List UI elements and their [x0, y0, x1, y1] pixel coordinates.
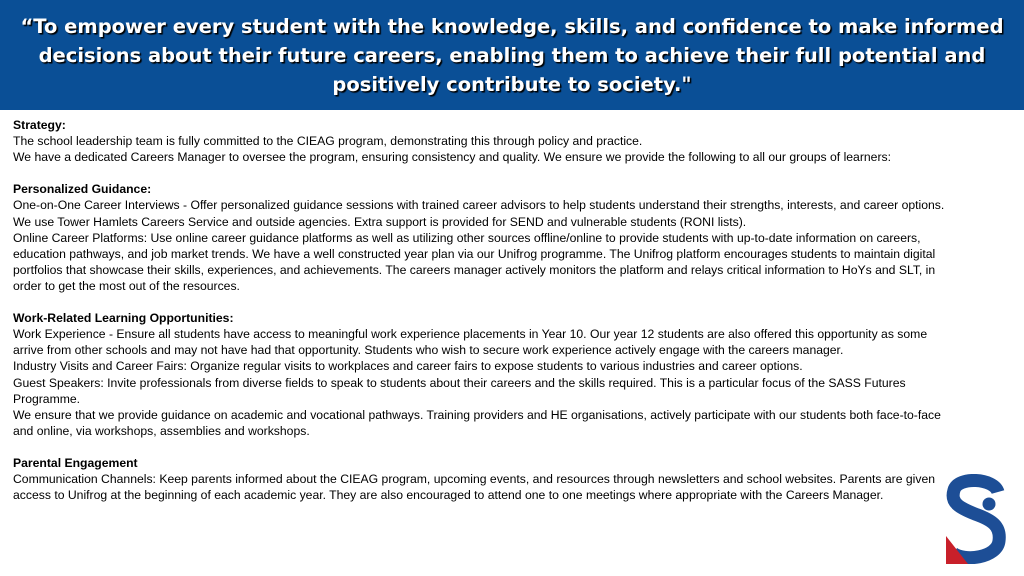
parental-paragraph: Communication Channels: Keep parents informed about the CIEAG program, upcoming events, and resources through newsletters and school websites. Parents are given access to Unifrog at the beginning of each academic year. They are also encouraged to attend one to one meetings where appropriate with the Careers Manager.	[13, 472, 936, 503]
guidance-section	[13, 181, 948, 294]
logo-dot	[983, 498, 996, 511]
guidance-paragraph: One-on-One Career Interviews - Offer personalized guidance sessions with trained career advisors to help students understand their strengths, interests, and career options. We use Tower Hamlets Careers Service and outside agencies. Extra support is provided for SEND and vulnerable students (RONI lists).	[13, 198, 945, 229]
strategy-section	[13, 117, 948, 165]
school-logo	[944, 474, 1006, 564]
strategy-paragraph: We have a dedicated Careers Manager to oversee the program, ensuring consistency and quality. We ensure we provide the following to all our groups of learners:	[13, 150, 891, 165]
page-title: “To empower every student with the knowledge, skills, and confidence to make informed decisions about their future careers, enabling them to achieve their full potential and positively contribute to society."	[20, 15, 1004, 96]
parental-heading: Parental Engagement	[13, 455, 138, 470]
strategy-heading: Strategy:	[13, 118, 66, 132]
work-learning-section	[13, 310, 948, 439]
work-learning-heading: Work-Related Learning Opportunities:	[13, 311, 234, 326]
work-learning-paragraph: Work Experience - Ensure all students have access to meaningful work experience placements in Year 10. Our year 12 students are also offered this opportunity as some arrive from other schools and may not have had that opportunity. Students who wish to secure work experience actively engage with the careers manager.	[13, 327, 928, 358]
work-learning-paragraph: Industry Visits and Career Fairs: Organize regular visits to workplaces and career fairs to expose students to various industries and career options.	[13, 359, 803, 374]
strategy-paragraph: The school leadership team is fully committed to the CIEAG program, demonstrating this through policy and practice.	[13, 134, 643, 149]
parental-section	[13, 455, 948, 503]
guidance-paragraph: Online Career Platforms: Use online career guidance platforms as well as utilizing other sources offline/online to provide students with up-to-date information on careers, education pathways, and job market trends. We have a well constructed year plan via our Unifrog programme. The Unifrog platform encourages students to maintain digital portfolios that showcase their skills, experiences, and achievements. The careers manager actively monitors the platform and relays critical information to HoYs and SLT, in order to get the most out of the resources.	[13, 230, 936, 293]
guidance-heading: Personalized Guidance:	[13, 182, 152, 197]
header-banner	[0, 0, 1024, 110]
main-content	[13, 117, 948, 503]
work-learning-paragraph: Guest Speakers: Invite professionals from diverse fields to speak to students about their careers and the skills required. This is a particular focus of the SASS Futures Programme.	[13, 375, 906, 406]
logo-s-shape	[953, 480, 999, 557]
work-learning-paragraph: We ensure that we provide guidance on academic and vocational pathways. Training providers and HE organisations, actively participate with our students both face-to-face and online, via workshops, assemblies and workshops.	[13, 407, 941, 438]
